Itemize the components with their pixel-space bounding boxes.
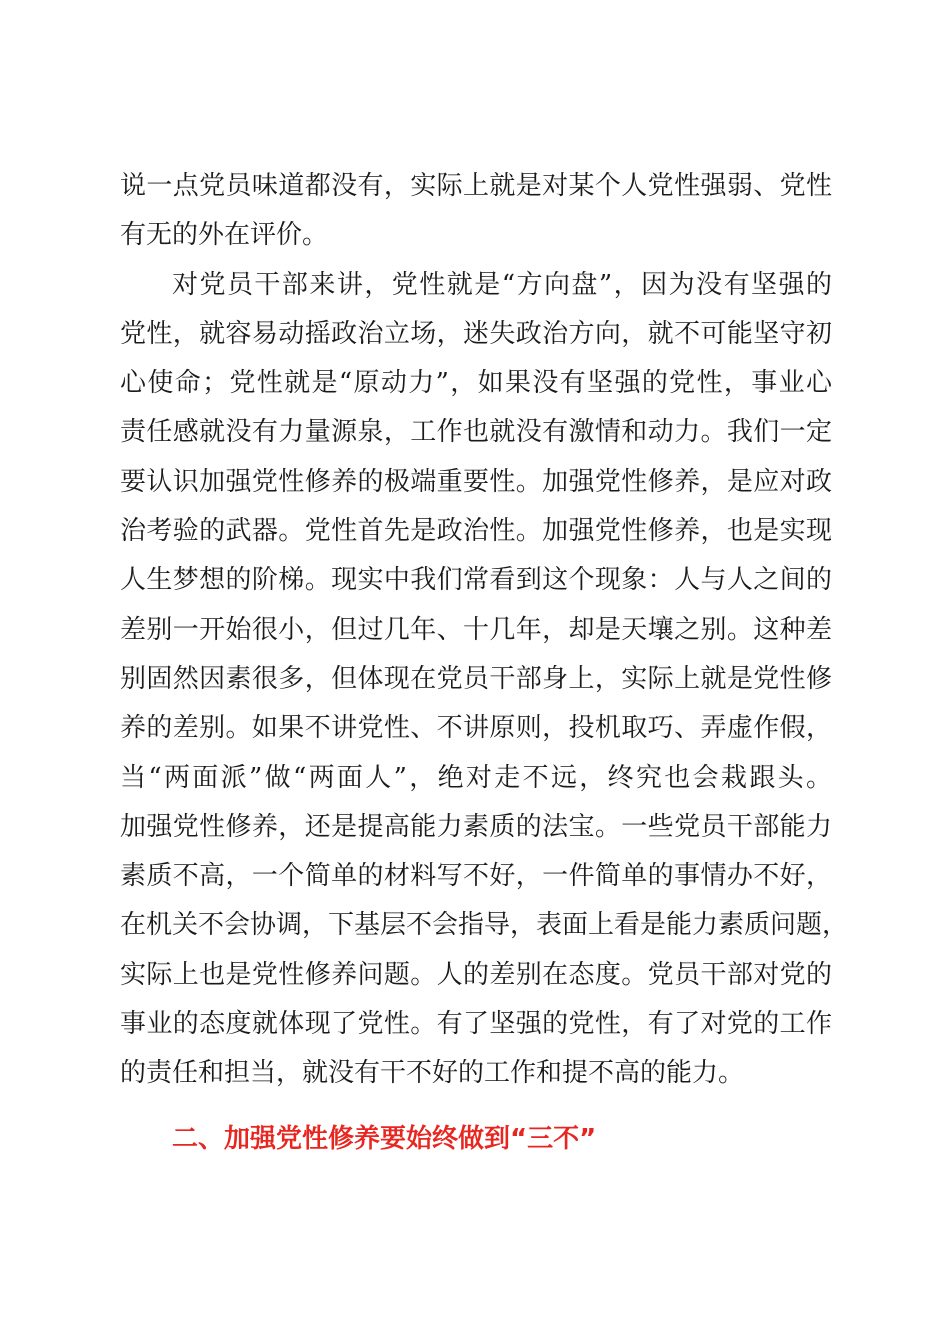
body-text <box>120 162 849 1099</box>
paragraph-2-line-5: 要认识加强党性修养的极端重要性。加强党性修养，是应对政 <box>120 466 832 497</box>
section-heading: 二、加强党性修养要始终做到“三不” <box>172 1124 597 1154</box>
paragraph-2-line-16: 事业的态度就体现了党性。有了坚强的党性，有了对党的工作 <box>120 1009 832 1040</box>
paragraph-1-line-2: 有无的外在评价。 <box>120 220 329 251</box>
paragraph-2-line-1: 对党员干部来讲，党性就是“方向盘”，因为没有坚强的 <box>172 269 832 300</box>
paragraph-2-line-3: 心使命；党性就是“原动力”，如果没有坚强的党性，事业心 <box>120 368 832 399</box>
paragraph-2-line-12: 加强党性修养，还是提高能力素质的法宝。一些党员干部能力 <box>120 811 832 842</box>
paragraph-2-line-6: 治考验的武器。党性首先是政治性。加强党性修养，也是实现 <box>120 516 832 547</box>
paragraph-2-line-4: 责任感就没有力量源泉，工作也就没有激情和动力。我们一定 <box>120 417 832 448</box>
paragraph-1-line-1: 说一点党员味道都没有，实际上就是对某个人党性强弱、党性 <box>120 171 832 201</box>
paragraph-2-line-14: 在机关不会协调，下基层不会指导，表面上看是能力素质问题， <box>120 910 849 941</box>
paragraph-2-line-15: 实际上也是党性修养问题。人的差别在态度。党员干部对党的 <box>120 959 832 990</box>
paragraph-2-line-13: 素质不高，一个简单的材料写不好，一件简单的事情办不好， <box>120 861 832 892</box>
paragraph-2-line-17: 的责任和担当，就没有干不好的工作和提不高的能力。 <box>120 1058 745 1089</box>
paragraph-2-line-7: 人生梦想的阶梯。现实中我们常看到这个现象：人与人之间的 <box>120 565 832 596</box>
paragraph-2-line-8: 差别一开始很小，但过几年、十几年，却是天壤之别。这种差 <box>120 614 832 645</box>
paragraph-2-line-10: 养的差别。如果不讲党性、不讲原则，投机取巧、弄虚作假， <box>120 713 832 744</box>
paragraph-2-line-11: 当“两面派”做“两面人”，绝对走不远，终究也会栽跟头。 <box>120 762 832 793</box>
paragraph-2-line-9: 别固然因素很多，但体现在党员干部身上，实际上就是党性修 <box>120 663 832 694</box>
paragraph-2-line-2: 党性，就容易动摇政治立场，迷失政治方向，就不可能坚守初 <box>120 318 832 349</box>
